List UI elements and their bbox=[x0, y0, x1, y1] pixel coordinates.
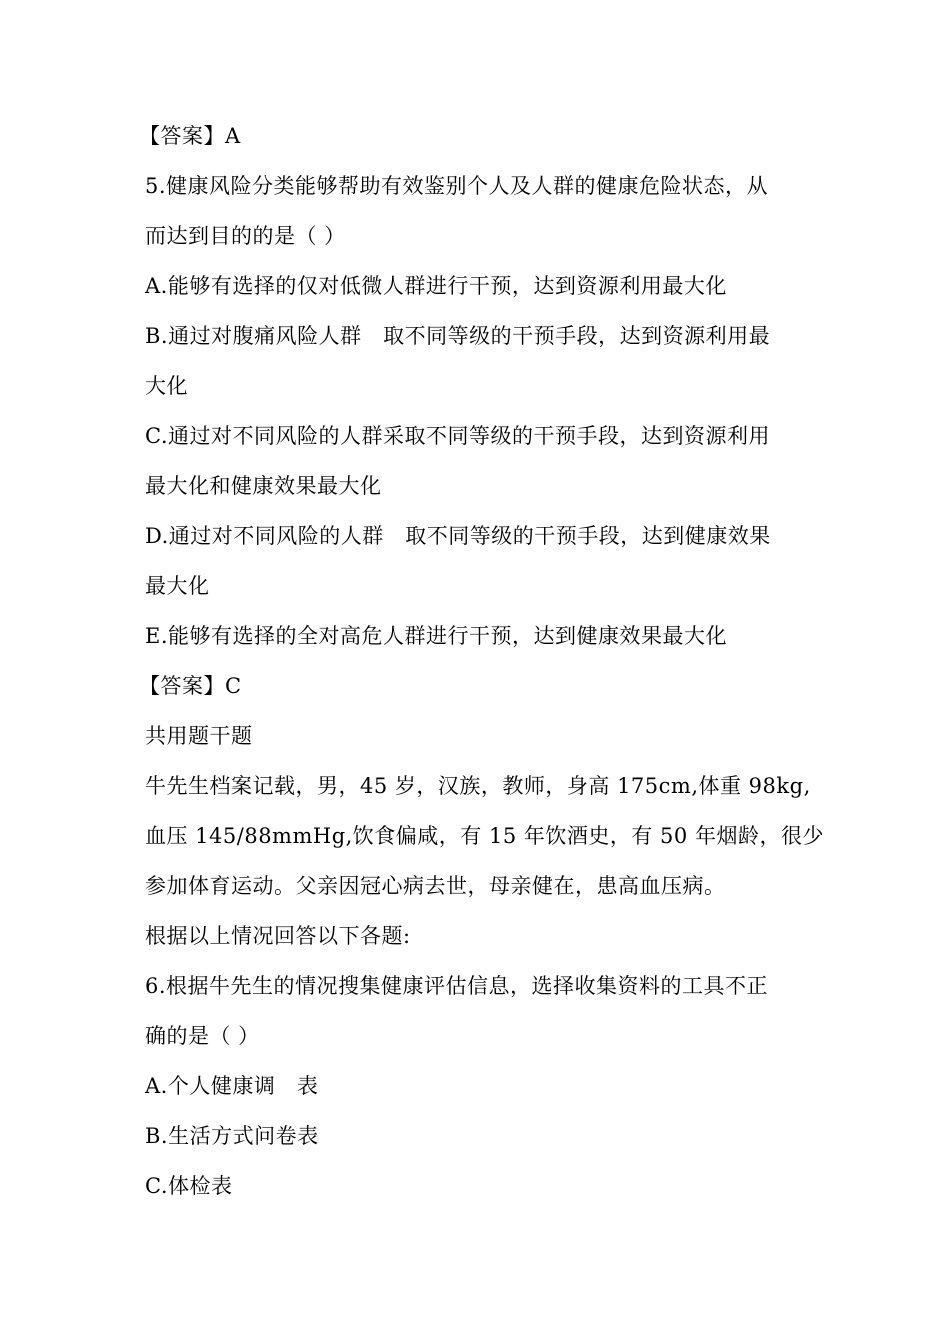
q5-option-e: E.能够有选择的全对高危人群进行干预，达到健康效果最大化 bbox=[145, 624, 728, 648]
q4-answer: 【答案】A bbox=[139, 124, 241, 148]
case-line3: 参加体育运动。父亲因冠心病去世，母亲健在，患高血压病。 bbox=[145, 874, 726, 898]
case-line1: 牛先生档案记载，男，45 岁，汉族，教师，身高 175cm,体重 98kg, bbox=[145, 774, 811, 798]
q6-option-b: B.生活方式问卷表 bbox=[145, 1124, 319, 1148]
q5-option-c-line1: C.通过对不同风险的人群采取不同等级的干预手段，达到资源利用 bbox=[145, 424, 770, 448]
q5-option-b-line2: 大化 bbox=[145, 374, 188, 398]
q5-answer: 【答案】C bbox=[139, 674, 242, 698]
q5-option-d-line2: 最大化 bbox=[145, 574, 210, 598]
case-line2: 血压 145/88mmHg,饮食偏咸，有 15 年饮酒史，有 50 年烟龄，很少 bbox=[145, 824, 824, 848]
q6-option-c: C.体检表 bbox=[145, 1174, 233, 1198]
q5-stem-line2: 而达到目的的是（ ） bbox=[145, 224, 346, 248]
q6-option-a: A.个人健康调 表 bbox=[145, 1074, 319, 1098]
instruction: 根据以上情况回答以下各题: bbox=[145, 924, 411, 948]
shared-heading: 共用题干题 bbox=[145, 724, 253, 748]
q5-option-d-line1: D.通过对不同风险的人群 取不同等级的干预手段，达到健康效果 bbox=[145, 524, 771, 548]
q6-stem-line1: 6.根据牛先生的情况搜集健康评估信息，选择收集资料的工具不正 bbox=[145, 974, 769, 998]
q5-option-c-line2: 最大化和健康效果最大化 bbox=[145, 474, 382, 498]
q5-option-a: A.能够有选择的仅对低微人群进行干预，达到资源利用最大化 bbox=[145, 274, 727, 298]
q5-option-b-line1: B.通过对腹痛风险人群 取不同等级的干预手段，达到资源利用最 bbox=[145, 324, 771, 348]
q6-stem-line2: 确的是（ ） bbox=[145, 1024, 260, 1048]
q5-stem-line1: 5.健康风险分类能够帮助有效鉴别个人及人群的健康危险状态，从 bbox=[145, 174, 769, 198]
